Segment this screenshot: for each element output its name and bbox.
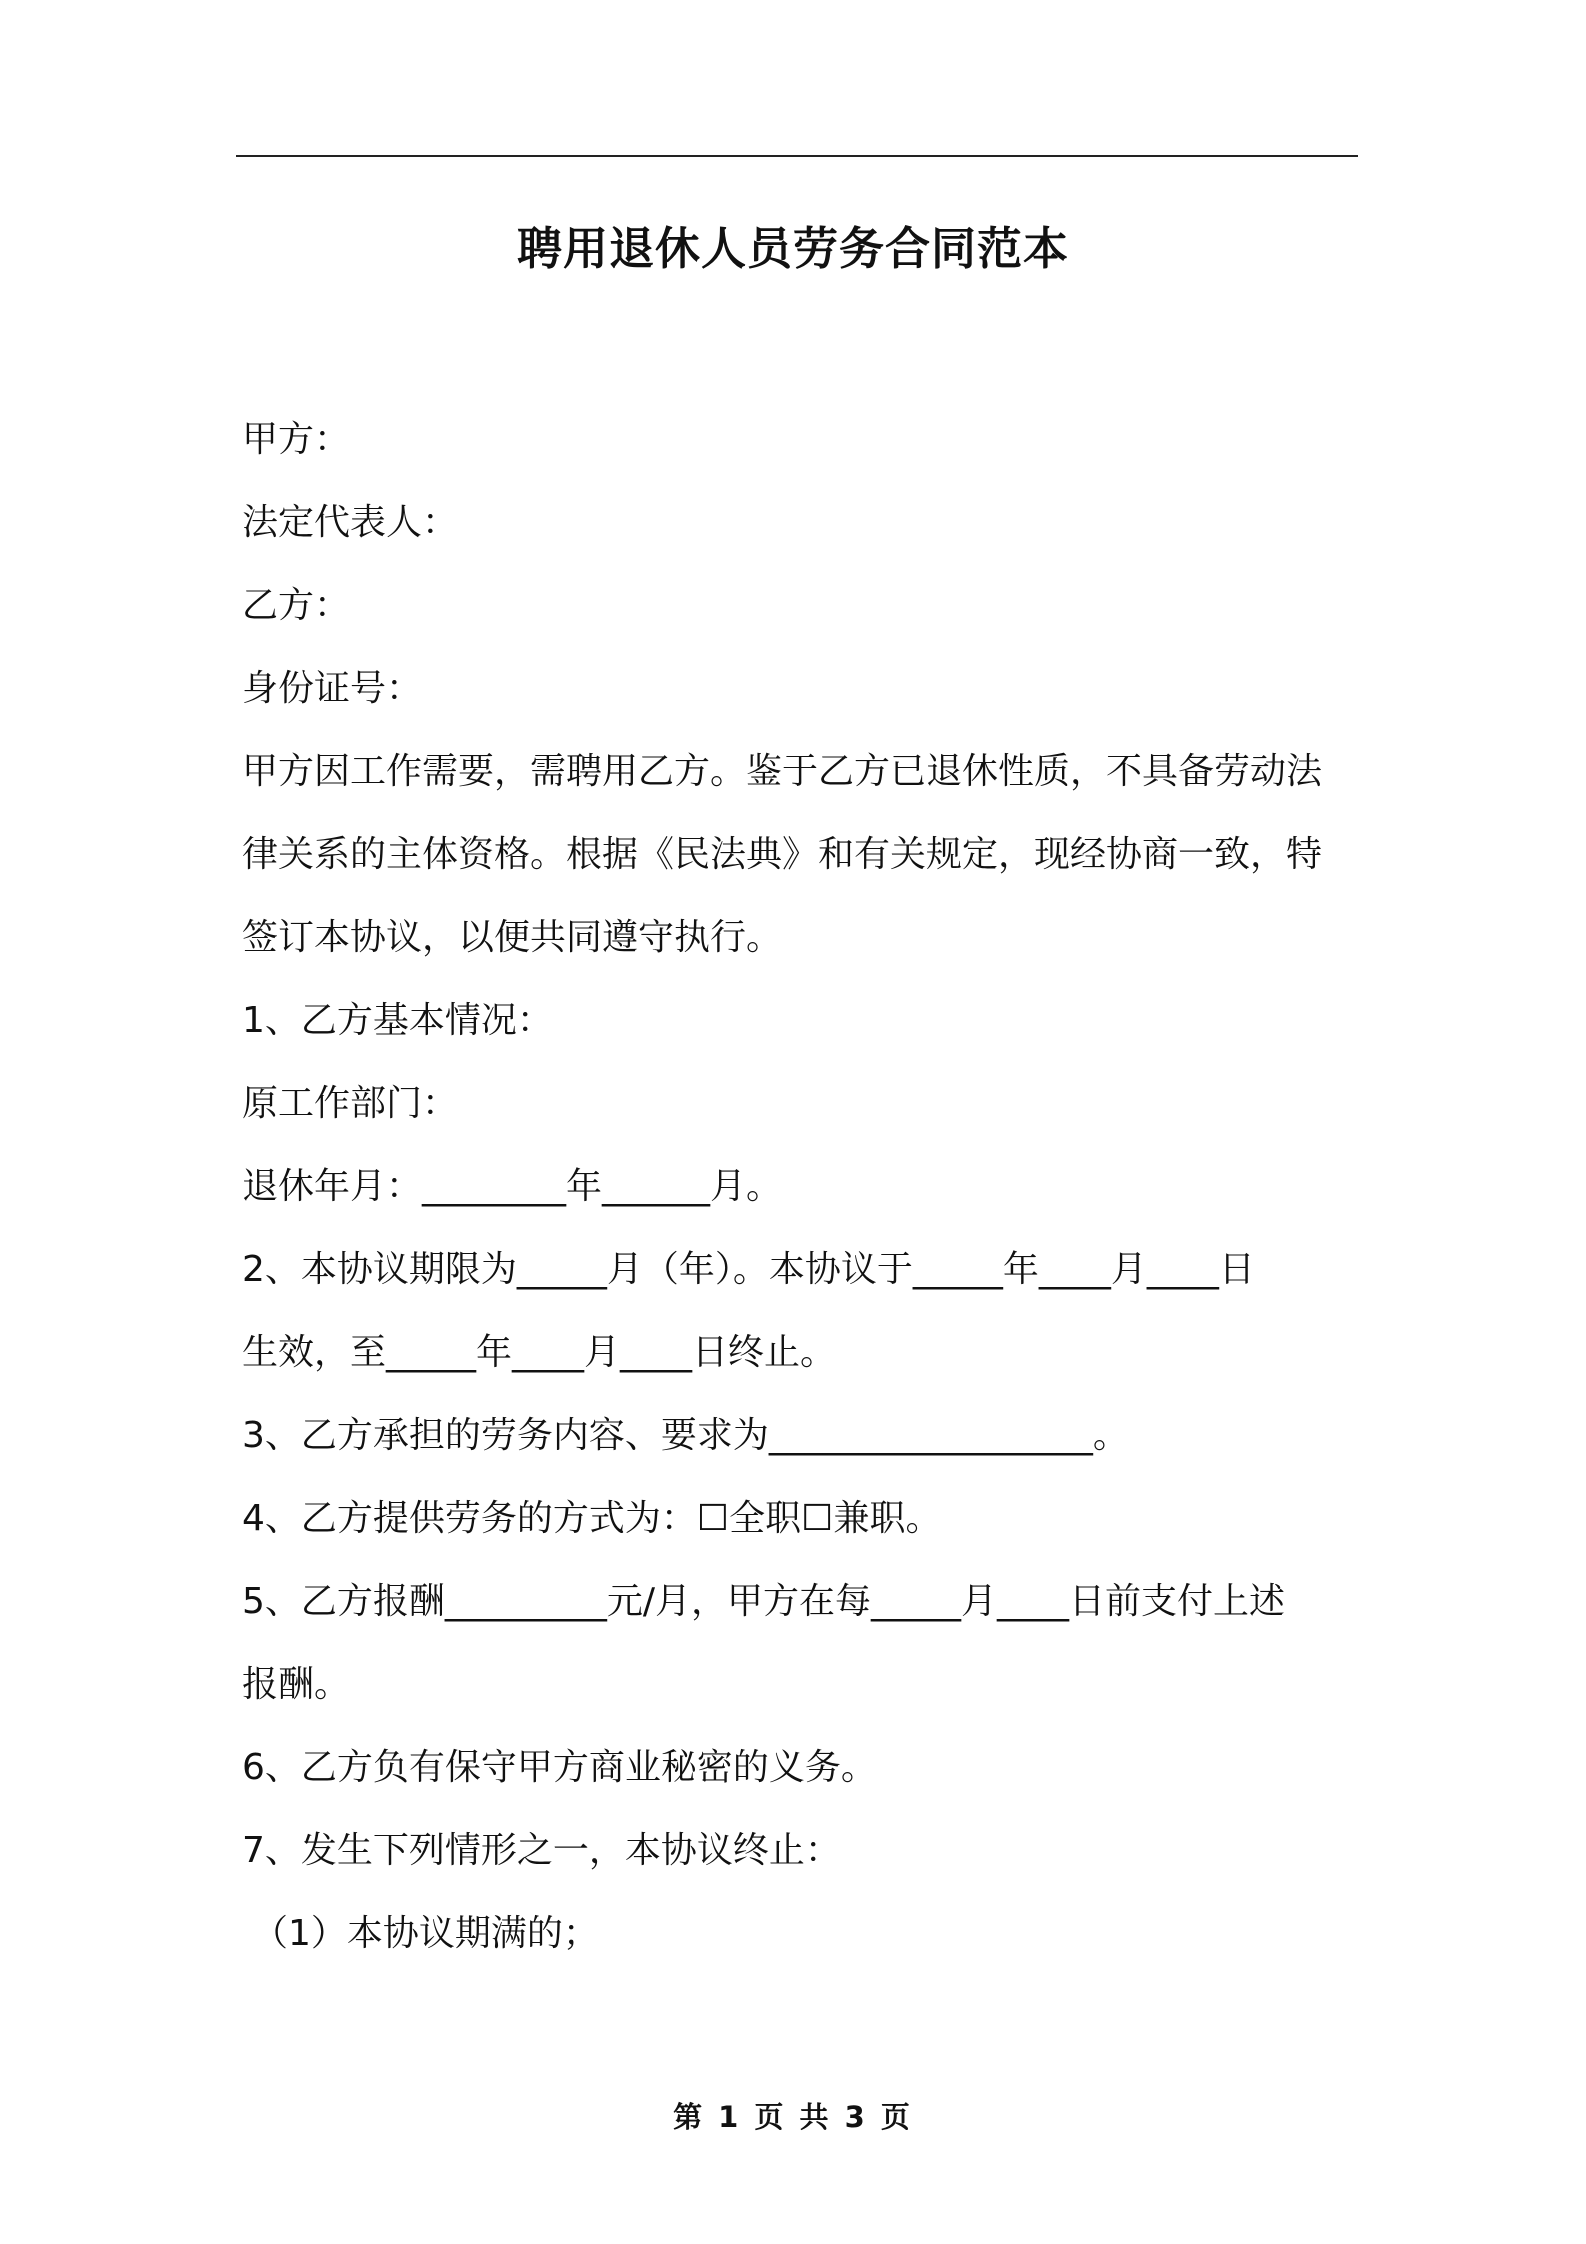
original-department-label: 原工作部门：: [242, 1083, 459, 1124]
clause-1-heading: 1、乙方基本情况：: [242, 1000, 553, 1041]
retirement-date-line: 退休年月：________年______月。: [242, 1166, 783, 1207]
preamble-line-3: 签订本协议，以便共同遵守执行。: [242, 917, 783, 958]
page-indicator: 第 1 页 共 3 页: [673, 2100, 913, 2134]
header-rule: [236, 155, 1358, 157]
clause-7-heading: 7、发生下列情形之一，本协议终止：: [242, 1830, 841, 1871]
id-number-label: 身份证号：: [242, 668, 423, 709]
party-b-label: 乙方：: [242, 585, 351, 626]
clause-4: 4、乙方提供劳务的方式为：☐全职☐兼职。: [242, 1498, 942, 1539]
clause-2-line-2: 生效，至_____年____月____日终止。: [242, 1332, 837, 1373]
legal-representative-label: 法定代表人：: [242, 502, 459, 543]
party-a-label: 甲方：: [242, 419, 351, 460]
clause-2-line-1: 2、本协议期限为_____月（年）。本协议于_____年____月____日: [242, 1249, 1255, 1290]
clause-3: 3、乙方承担的劳务内容、要求为__________________。: [242, 1415, 1129, 1456]
preamble-line-1: 甲方因工作需要，需聘用乙方。鉴于乙方已退休性质，不具备劳动法: [242, 751, 1323, 792]
clause-6: 6、乙方负有保守甲方商业秘密的义务。: [242, 1747, 877, 1788]
document-title: 聘用退休人员劳务合同范本: [516, 222, 1069, 275]
preamble-line-2: 律关系的主体资格。根据《民法典》和有关规定，现经协商一致，特: [242, 834, 1323, 875]
clause-7-item-1: （1）本协议期满的；: [252, 1913, 599, 1954]
clause-5-line-1: 5、乙方报酬_________元/月，甲方在每_____月____日前支付上述: [242, 1581, 1286, 1622]
clause-5-line-2: 报酬。: [242, 1664, 351, 1705]
